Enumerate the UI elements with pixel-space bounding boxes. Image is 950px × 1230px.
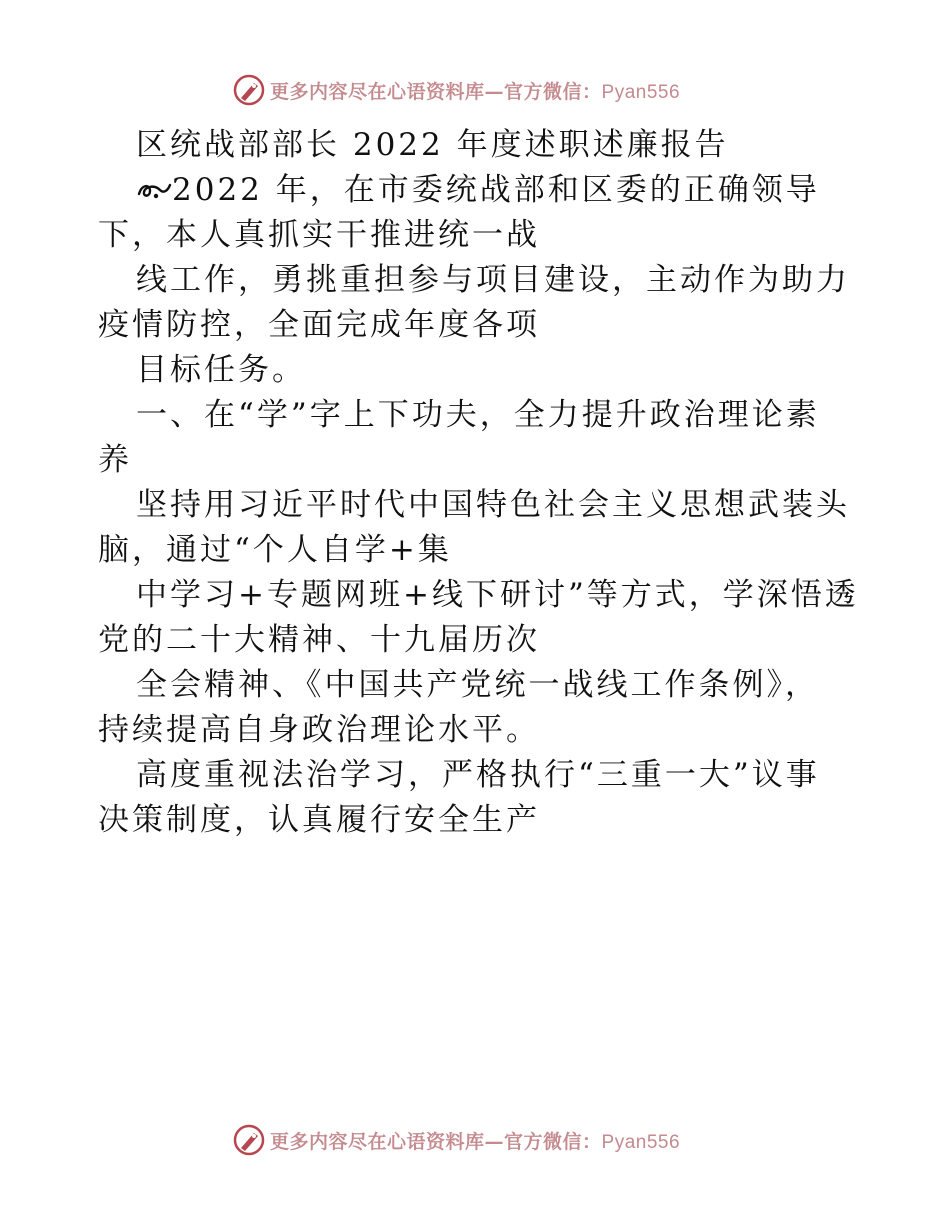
footer-watermark [232, 1120, 680, 1160]
paragraph-line-text: 2022 年，在市委统战部和区委的正确领导 [172, 172, 820, 208]
paragraph-line: 中学习+专题网班+线下研讨”等方式，学深悟透 [136, 577, 859, 613]
watermark-text: 更多内容尽在心语资料库—官方微信： [270, 1130, 602, 1153]
document-body [98, 123, 858, 843]
paragraph-line: 决策制度，认真履行安全生产 [98, 802, 540, 838]
paragraph-line: 持续提高自身政治理论水平。 [98, 712, 540, 748]
flourish-icon [136, 178, 172, 202]
paragraph-line: 全会精神、《中国共产党统一战线工作条例》， [136, 667, 819, 703]
header-watermark [232, 70, 680, 110]
pen-nib-circle-icon [232, 1123, 266, 1157]
watermark-wechat-id: Pyan556 [601, 1131, 681, 1153]
paragraph-line [98, 168, 858, 213]
section-heading: 一、在“学”字上下功夫，全力提升政治理论素 [136, 397, 820, 433]
paragraph-line: 党的二十大精神、十九届历次 [98, 622, 540, 658]
pen-nib-circle-icon [232, 73, 266, 107]
paragraph-line: 坚持用习近平时代中国特色社会主义思想武装头 [136, 487, 850, 523]
paragraph-line: 下，本人真抓实干推进统一战 [98, 217, 540, 253]
watermark-wechat-id: Pyan556 [601, 81, 681, 103]
section-heading-cont: 养 [98, 442, 132, 478]
document-title: 区统战部部长 2022 年度述职述廉报告 [136, 127, 729, 163]
paragraph-line: 高度重视法治学习，严格执行“三重一大”议事 [136, 757, 820, 793]
watermark-text: 更多内容尽在心语资料库—官方微信： [270, 80, 602, 103]
paragraph-line: 脑，通过“个人自学+集 [98, 532, 452, 568]
paragraph-line: 疫情防控，全面完成年度各项 [98, 307, 540, 343]
paragraph-line: 目标任务。 [136, 352, 306, 388]
paragraph-line: 线工作，勇挑重担参与项目建设，主动作为助力 [136, 262, 850, 298]
